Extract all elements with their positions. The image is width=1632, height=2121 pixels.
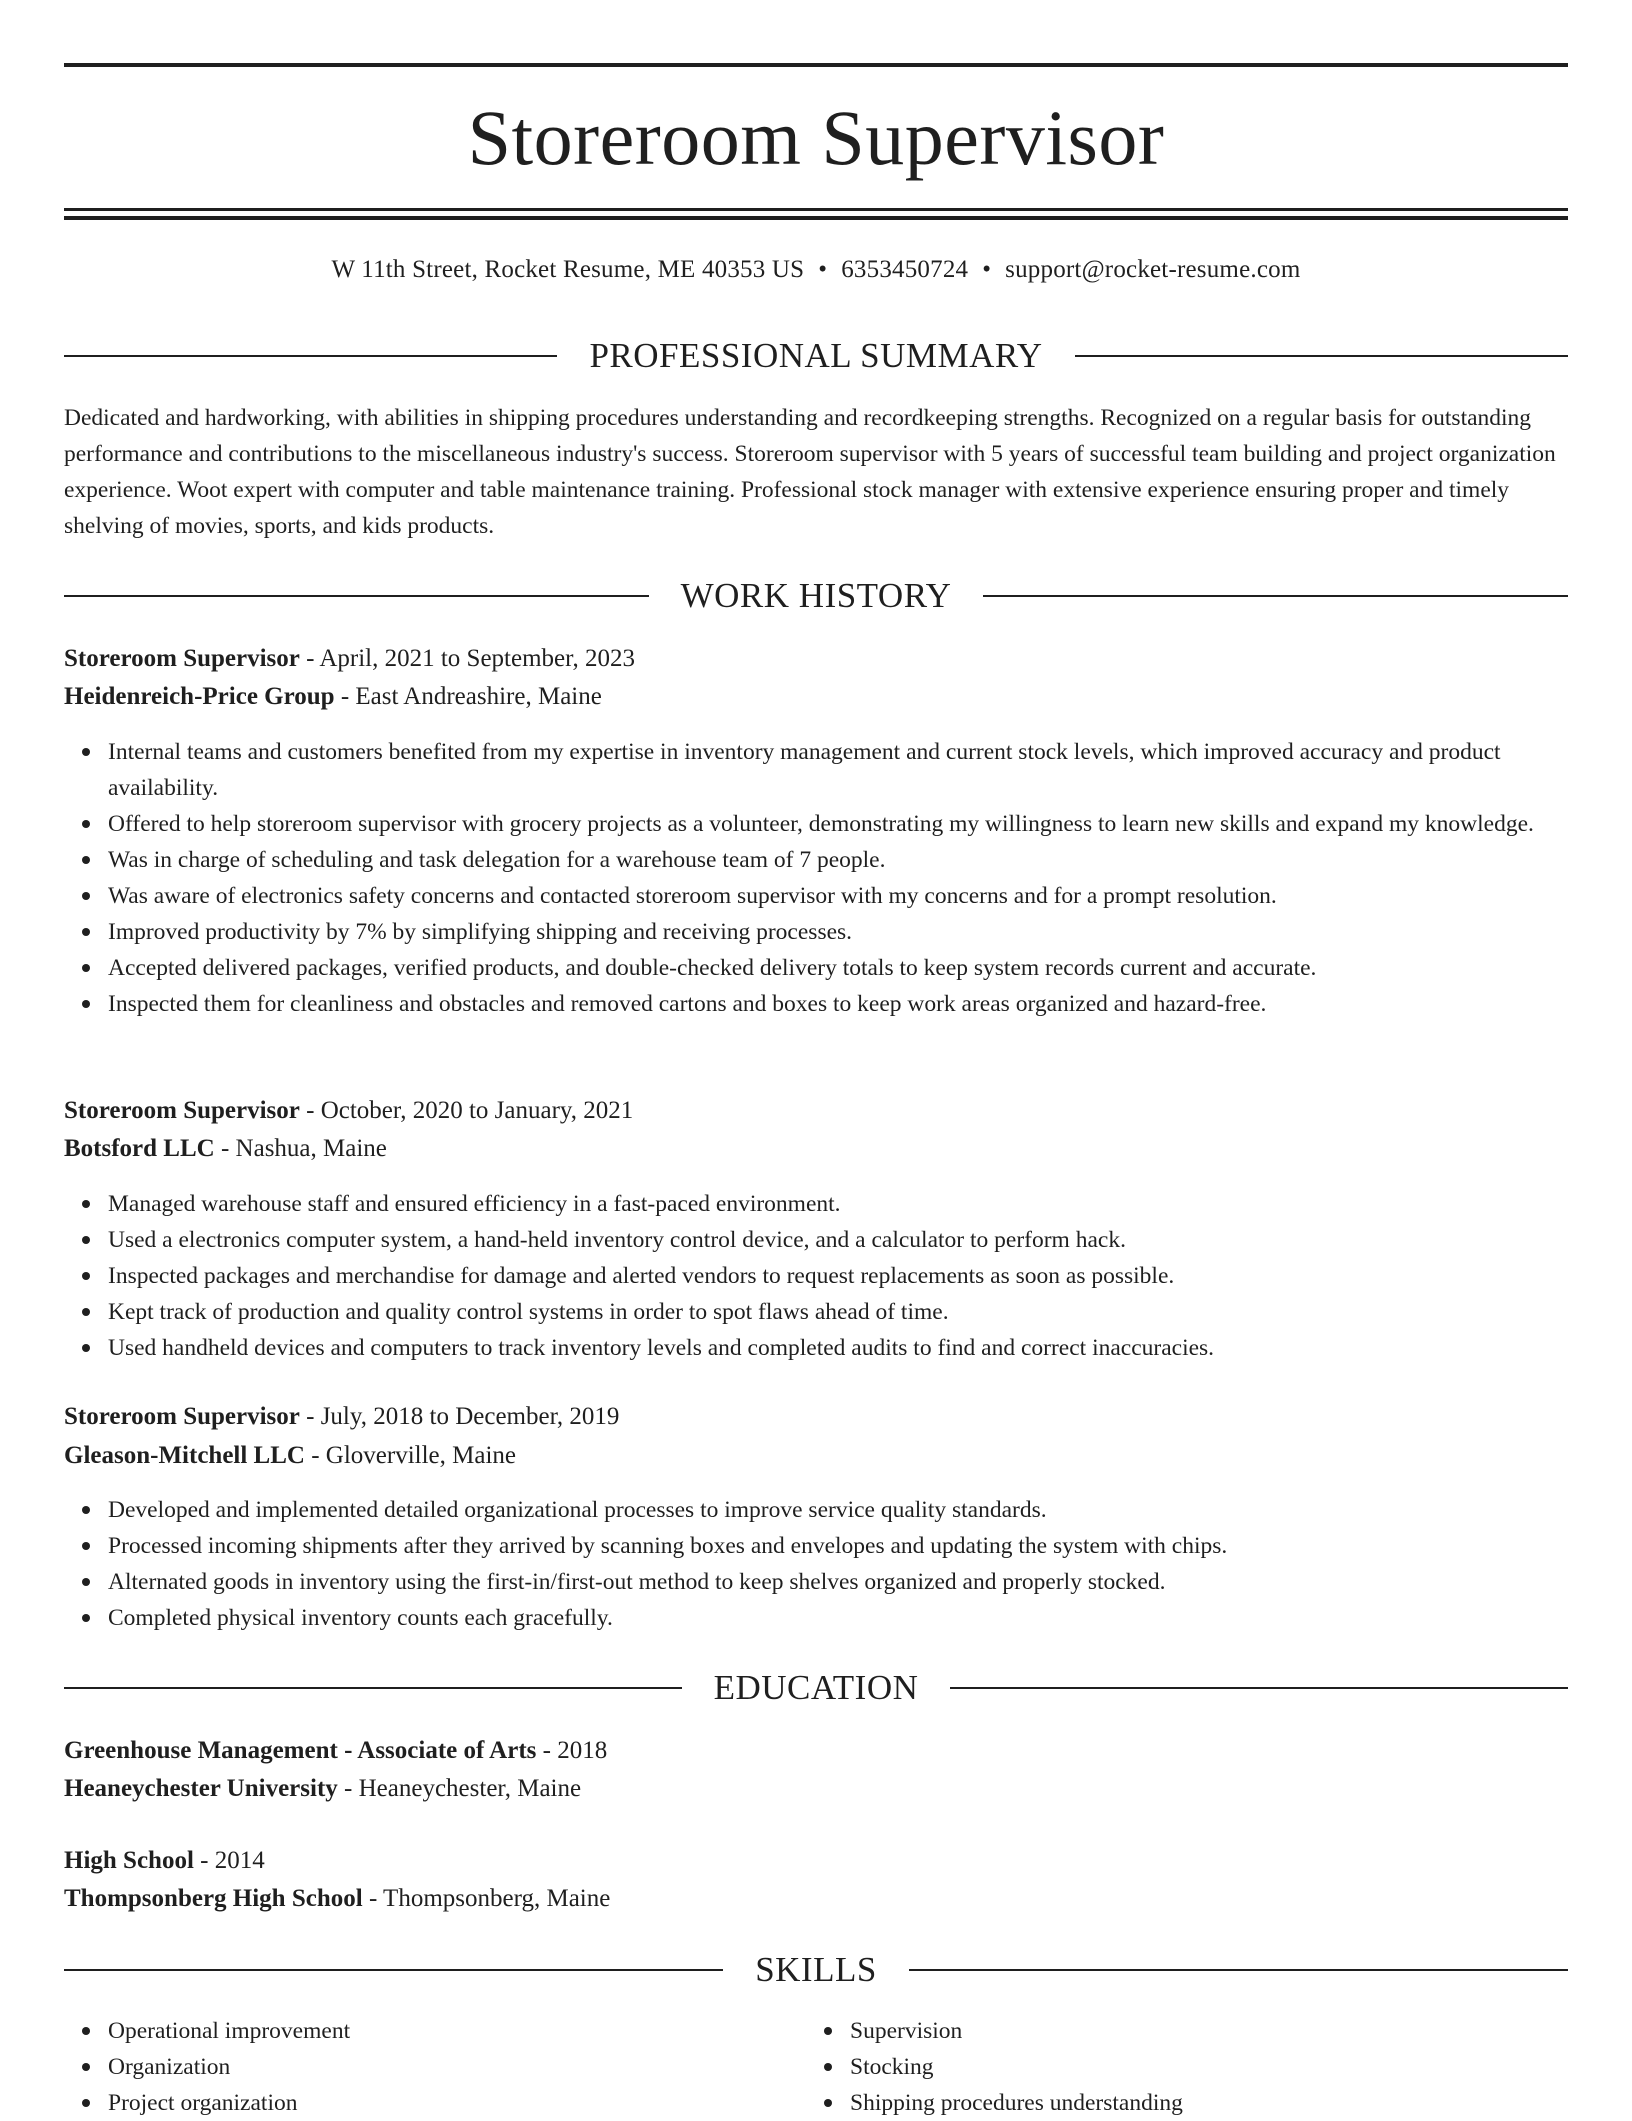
education-year: - 2018 <box>536 1737 608 1764</box>
section-heading-summary <box>64 336 1568 376</box>
job-location: - East Andreashire, Maine <box>334 683 602 710</box>
section-rule-left <box>64 1687 682 1689</box>
skill-item: Stocking <box>850 2049 1550 2085</box>
list-item: Inspected packages and merchandise for damage and alerted vendors to request replacements as soon as possible. <box>108 1258 1612 1294</box>
education-degree-line <box>64 1733 607 1769</box>
job-dates: - April, 2021 to September, 2023 <box>299 645 635 672</box>
section-rule-right <box>950 1687 1568 1689</box>
list-item: Improved productivity by 7% by simplifying shipping and receiving processes. <box>108 914 1612 950</box>
section-rule-right <box>983 595 1568 597</box>
section-heading-skills <box>64 1950 1568 1990</box>
education-degree: High School <box>64 1847 194 1874</box>
education-degree: Greenhouse Management - Associate of Arts <box>64 1737 537 1764</box>
skill-item: Supervision <box>850 2013 1550 2049</box>
list-item: Inspected them for cleanliness and obstacles and removed cartons and boxes to keep work areas organized and hazard-free. <box>108 986 1612 1022</box>
job-bullets <box>64 1492 1612 1636</box>
skill-item: Shipping procedures understanding <box>850 2085 1550 2121</box>
contact-address: W 11th Street, Rocket Resume, ME 40353 US <box>331 256 805 283</box>
job-title-line <box>64 1399 619 1435</box>
job-location: - Nashua, Maine <box>214 1135 387 1162</box>
list-item: Was aware of electronics safety concerns and contacted storeroom supervisor with my concerns and for a prompt resolution. <box>108 878 1612 914</box>
skill-item: Project organization <box>108 2085 808 2121</box>
job-location: - Gloverville, Maine <box>304 1442 517 1469</box>
section-heading-work-history <box>64 576 1568 616</box>
section-rule-left <box>64 1969 723 1971</box>
list-item: Completed physical inventory counts each gracefully. <box>108 1600 1612 1636</box>
job-title-line <box>64 641 635 677</box>
contact-phone: 6353450724 <box>841 256 969 283</box>
list-item: Accepted delivered packages, verified products, and double-checked delivery totals to keep system records current and accurate. <box>108 950 1612 986</box>
job-company: Gleason-Mitchell LLC <box>64 1442 305 1469</box>
list-item: Used a electronics computer system, a hand-held inventory control device, and a calculator to perform hack. <box>108 1222 1612 1258</box>
job-bullets <box>64 734 1612 1022</box>
contact-separator: • <box>818 256 828 283</box>
education-school: Thompsonberg High School <box>64 1885 363 1912</box>
section-rule-left <box>64 355 557 357</box>
skills-list-right <box>806 2013 1550 2121</box>
job-company-line <box>64 679 602 715</box>
section-heading-label: WORK HISTORY <box>680 576 952 615</box>
list-item: Used handheld devices and computers to track inventory levels and completed audits to find and correct inaccuracies. <box>108 1330 1612 1366</box>
list-item: Offered to help storeroom supervisor with grocery projects as a volunteer, demonstrating my willingness to learn new skills and expand my knowledge. <box>108 806 1612 842</box>
job-company: Botsford LLC <box>64 1135 215 1162</box>
contact-separator: • <box>982 256 992 283</box>
section-rule-left <box>64 595 649 597</box>
header-double-rule-upper <box>64 208 1568 211</box>
list-item: Developed and implemented detailed organizational processes to improve service quality standards. <box>108 1492 1612 1528</box>
resume-title: Storeroom Supervisor <box>467 94 1165 181</box>
job-title: Storeroom Supervisor <box>64 1403 300 1430</box>
education-school: Heaneychester University <box>64 1775 338 1802</box>
skill-item: Organization <box>108 2049 808 2085</box>
education-location: - Thompsonberg, Maine <box>362 1885 611 1912</box>
education-school-line <box>64 1881 610 1917</box>
header-double-rule-lower <box>64 216 1568 220</box>
section-heading-label: PROFESSIONAL SUMMARY <box>589 336 1043 375</box>
education-location: - Heaneychester, Maine <box>337 1775 582 1802</box>
job-company-line <box>64 1131 387 1167</box>
education-year: - 2014 <box>193 1847 265 1874</box>
job-company: Heidenreich-Price Group <box>64 683 335 710</box>
job-dates: - July, 2018 to December, 2019 <box>299 1403 620 1430</box>
education-degree-line <box>64 1843 265 1879</box>
contact-line <box>64 252 1568 288</box>
job-title: Storeroom Supervisor <box>64 645 300 672</box>
summary-text: Dedicated and hardworking, with abilities in shipping procedures understanding and recordkeeping strengths. Recognized on a regular basis for outstanding performance and contributions to the miscellaneous industry's success. Storeroom supervisor with 5 years of successful team building and project organization experience. Woot expert with computer and table maintenance training. Professional stock manager with extensive experience ensuring proper and timely shelving of movies, sports, and kids products. <box>64 405 1556 539</box>
job-company-line <box>64 1438 516 1474</box>
list-item: Internal teams and customers benefited from my expertise in inventory management and current stock levels, which improved accuracy and product availability. <box>108 734 1612 806</box>
skill-item: Operational improvement <box>108 2013 808 2049</box>
skills-list-left <box>64 2013 808 2121</box>
job-bullets <box>64 1186 1612 1366</box>
list-item: Alternated goods in inventory using the first-in/first-out method to keep shelves organized and properly stocked. <box>108 1564 1612 1600</box>
section-heading-label: SKILLS <box>755 1950 877 1989</box>
list-item: Kept track of production and quality control systems in order to spot flaws ahead of time. <box>108 1294 1612 1330</box>
list-item: Managed warehouse staff and ensured efficiency in a fast-paced environment. <box>108 1186 1612 1222</box>
education-school-line <box>64 1771 581 1807</box>
section-rule-right <box>1075 355 1568 357</box>
job-dates: - October, 2020 to January, 2021 <box>299 1097 634 1124</box>
contact-email: support@rocket-resume.com <box>1005 256 1301 283</box>
list-item: Processed incoming shipments after they arrived by scanning boxes and envelopes and updating the system with chips. <box>108 1528 1612 1564</box>
section-heading-education <box>64 1668 1568 1708</box>
header-top-rule <box>64 63 1568 67</box>
section-heading-label: EDUCATION <box>713 1668 919 1707</box>
list-item: Was in charge of scheduling and task delegation for a warehouse team of 7 people. <box>108 842 1612 878</box>
job-title-line <box>64 1093 633 1129</box>
job-title: Storeroom Supervisor <box>64 1097 300 1124</box>
section-rule-right <box>909 1969 1568 1971</box>
